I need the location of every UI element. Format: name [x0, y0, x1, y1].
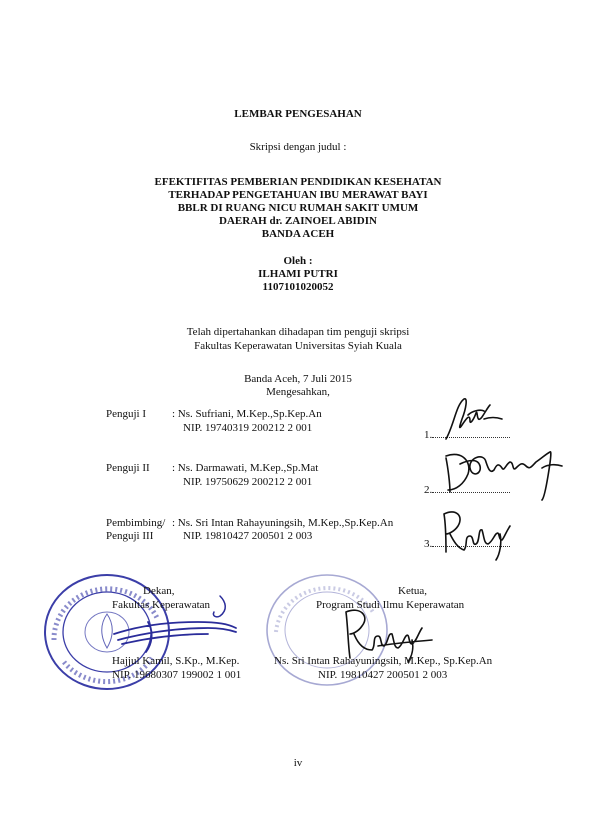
examiner-name: : Ns. Darmawati, M.Kep.,Sp.Mat: [172, 462, 319, 474]
author-name: ILHAMI PUTRI: [258, 268, 338, 280]
thesis-title-line: EFEKTIFITAS PEMBERIAN PENDIDIKAN KESEHATAN: [154, 176, 442, 188]
dean-unit: Fakultas Keperawatan: [112, 599, 211, 611]
subtitle: Skripsi dengan judul :: [249, 141, 347, 153]
signature-dean: [108, 592, 248, 658]
dean-name: Hajjul Kamil, S.Kp., M.Kep.: [112, 655, 240, 667]
thesis-title-line: DAERAH dr. ZAINOEL ABIDIN: [219, 215, 377, 227]
examiner-nip: NIP. 19750629 200212 2 001: [183, 476, 313, 488]
examiner-nip: NIP. 19740319 200212 2 001: [183, 422, 313, 434]
thesis-title-line: BBLR DI RUANG NICU RUMAH SAKIT UMUM: [177, 202, 419, 214]
chair-title: Ketua,: [398, 585, 428, 597]
thesis-title-line: TERHADAP PENGETAHUAN IBU MERAWAT BAYI: [168, 189, 428, 201]
page-title: LEMBAR PENGESAHAN: [234, 108, 362, 120]
page-number: iv: [293, 757, 303, 769]
signature-examiner-3: [438, 506, 518, 562]
approval-label: Mengesahkan,: [266, 386, 330, 398]
signature-number: 2.: [424, 484, 433, 496]
signature-number: 1.: [424, 429, 433, 441]
dean-nip: NIP. 19680307 199002 1 001: [112, 669, 242, 681]
author-nim: 1107101020052: [262, 281, 334, 293]
signature-examiner-2: [438, 444, 568, 502]
thesis-title-line: BANDA ACEH: [261, 228, 335, 240]
chair-name: Ns. Sri Intan Rahayuningsih, M.Kep., Sp.Kep.An: [274, 655, 493, 667]
defense-line: Fakultas Keperawatan Universitas Syiah Kuala: [194, 340, 402, 352]
examiner-role: Pembimbing/: [106, 517, 166, 529]
examiner-role-2: Penguji III: [106, 530, 154, 542]
examiner-name: : Ns. Sri Intan Rahayuningsih, M.Kep.,Sp.Kep.An: [172, 517, 394, 529]
by-label: Oleh :: [283, 255, 313, 267]
signature-chair: [338, 606, 438, 664]
defense-line: Telah dipertahankan dihadapan tim penguji skripsi: [186, 326, 410, 338]
examiner-role: Penguji I: [106, 408, 147, 420]
dean-title: Dekan,: [143, 585, 175, 597]
signature-examiner-1: [440, 395, 510, 445]
examiner-nip: NIP. 19810427 200501 2 003: [183, 530, 313, 542]
place-date: Banda Aceh, 7 Juli 2015: [244, 373, 352, 385]
examiner-role: Penguji II: [106, 462, 150, 474]
chair-nip: NIP. 19810427 200501 2 003: [318, 669, 448, 681]
signature-number: 3.: [424, 538, 433, 550]
chair-unit: Program Studi Ilmu Keperawatan: [316, 599, 465, 611]
examiner-name: : Ns. Sufriani, M.Kep.,Sp.Kep.An: [172, 408, 322, 420]
